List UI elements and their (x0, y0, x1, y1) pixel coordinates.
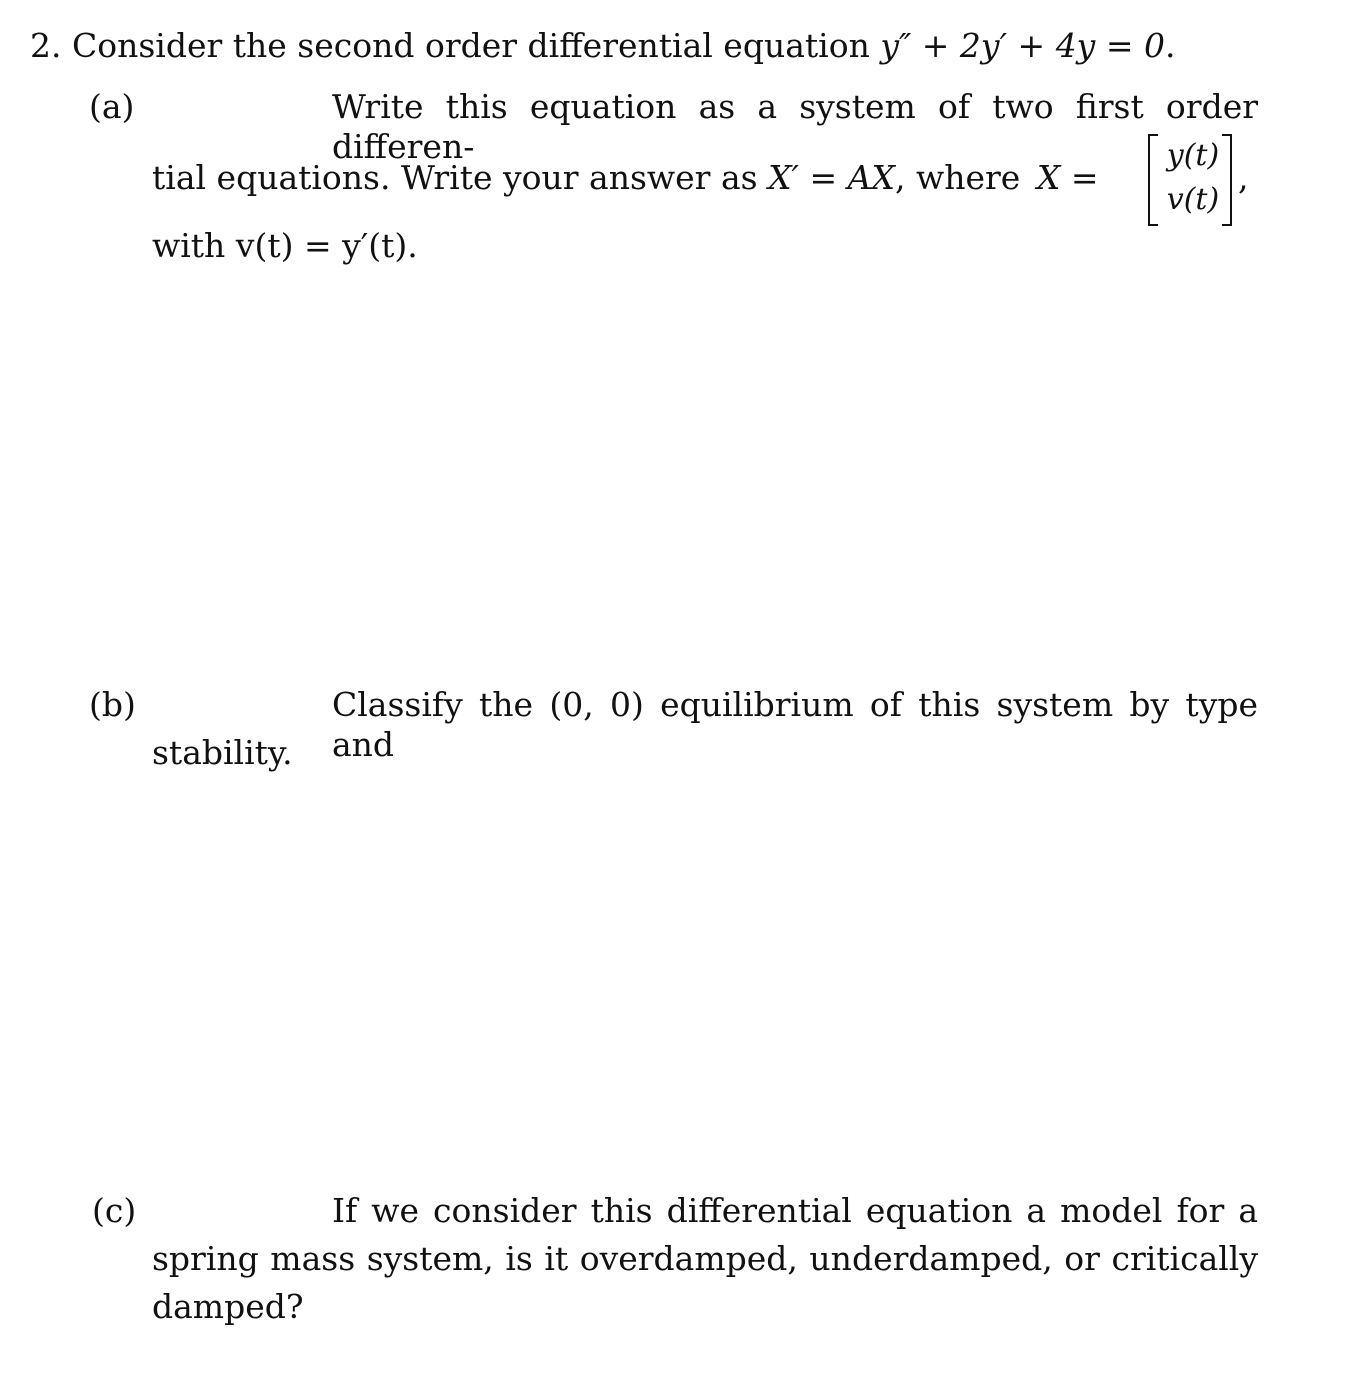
part-b-line2: stability. (152, 733, 293, 772)
matrix-right-bracket (1222, 134, 1232, 226)
matrix-trailing-comma: , (1238, 158, 1249, 197)
matrix-left-bracket (1148, 134, 1158, 226)
problem-equation-end: . (1164, 26, 1176, 65)
part-a-line1: Write this equation as a system of two first order differen- (332, 87, 1258, 166)
problem-statement: Consider the second order differential equation (72, 26, 870, 65)
problem-heading (30, 26, 1175, 66)
part-a-line3: with v(t) = y′(t). (152, 226, 418, 265)
part-c-line2: spring mass system, is it overdamped, underdamped, or critically (152, 1239, 1258, 1278)
part-b-label: (b) (89, 685, 136, 724)
part-c-line3: damped? (152, 1287, 304, 1326)
part-a-line2 (152, 158, 1098, 198)
system-equation: X′ = AX (768, 158, 896, 197)
state-vector-matrix (1148, 132, 1232, 226)
matrix-entry-top: y(t) (1166, 138, 1220, 173)
x-definition: X = (1036, 158, 1099, 197)
where-text: , where (895, 158, 1021, 197)
part-b-line1: Classify the (0, 0) equilibrium of this system by type and (332, 685, 1258, 764)
problem-number: 2. (30, 26, 62, 65)
part-a-label: (a) (89, 87, 135, 126)
matrix-entry-bottom: v(t) (1166, 182, 1220, 217)
part-c-line1: If we consider this differential equation a model for a (332, 1191, 1258, 1230)
part-a-line2-text: tial equations. Write your answer as (152, 158, 758, 197)
part-c-label: (c) (92, 1191, 137, 1230)
problem-equation: y″ + 2y′ + 4y = 0 (880, 26, 1165, 65)
